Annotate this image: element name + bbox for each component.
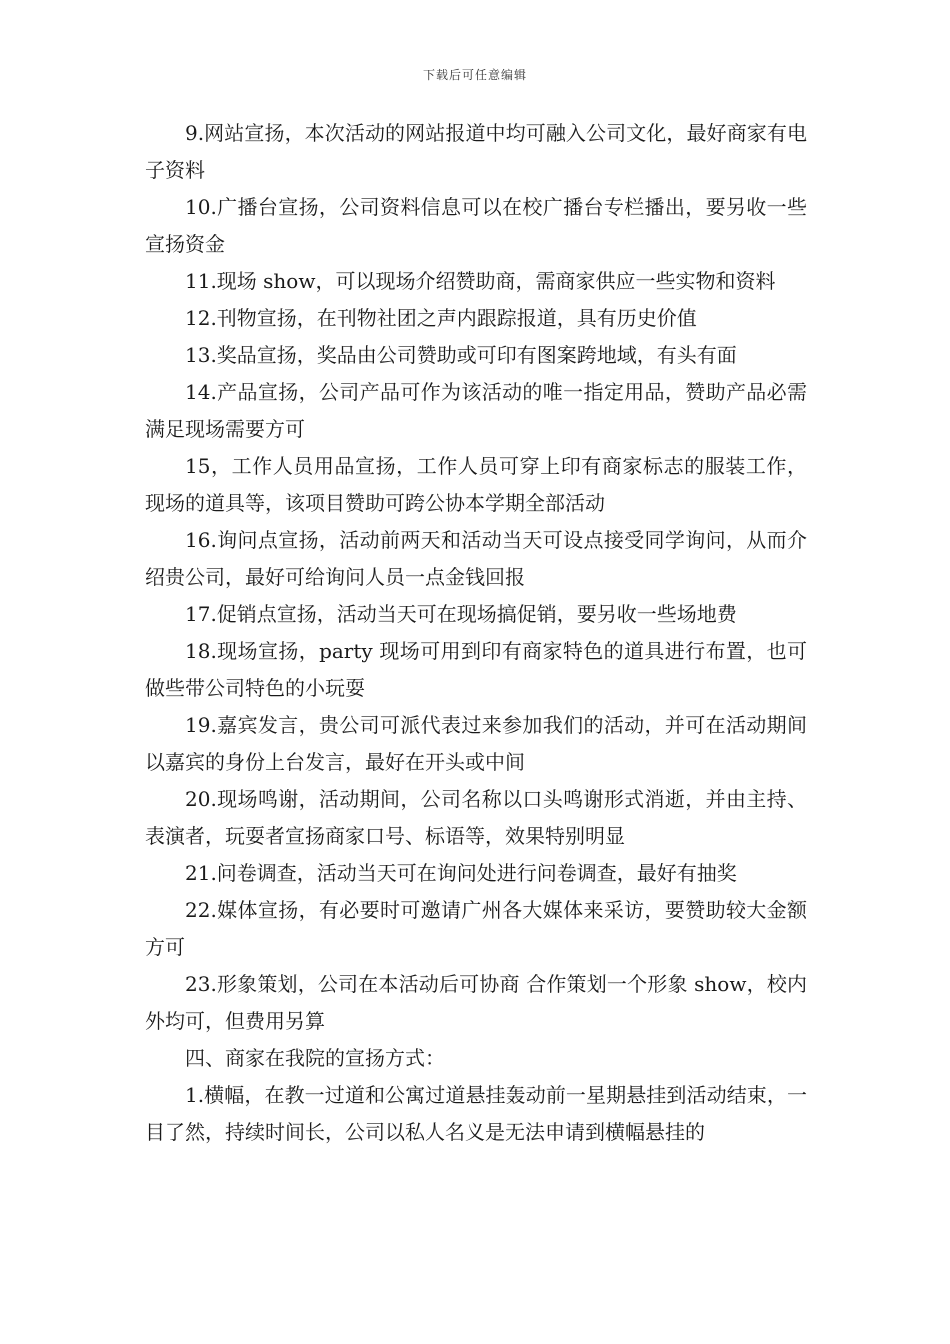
section-heading-4: 四、商家在我院的宣扬方式： — [185, 1046, 445, 1070]
paragraph-item-banner: 1.横幅，在教一过道和公寓过道悬挂轰动前一星期悬挂到活动结束，一目了然，持续时间长，公司以私人名义是无法申请到横幅悬挂的 — [145, 1083, 807, 1144]
paragraph-item-23: 23.形象策划，公司在本活动后可协商 合作策划一个形象 show，校内外均可，但费用另算 — [145, 972, 807, 1033]
paragraph-item-10: 10.广播台宣扬，公司资料信息可以在校广播台专栏播出，要另收一些宣扬资金 — [145, 195, 807, 256]
paragraph-item-12: 12.刊物宣扬，在刊物社团之声内跟踪报道，具有历史价值 — [185, 306, 697, 330]
paragraph-item-13: 13.奖品宣扬，奖品由公司赞助或可印有图案跨地域，有头有面 — [185, 343, 737, 367]
page-header-note: 下载后可任意编辑 — [422, 68, 527, 82]
document-body — [145, 115, 807, 1151]
paragraph-item-20: 20.现场鸣谢，活动期间，公司名称以口头鸣谢形式消逝，并由主持、表演者，玩耍者宣扬商家口号、标语等，效果特别明显 — [145, 787, 807, 848]
paragraph-item-21: 21.问卷调查，活动当天可在询问处进行问卷调查，最好有抽奖 — [185, 861, 737, 885]
paragraph-item-19: 19.嘉宾发言，贵公司可派代表过来参加我们的活动，并可在活动期间以嘉宾的身份上台发言，最好在开头或中间 — [145, 713, 807, 774]
paragraph-item-22: 22.媒体宣扬，有必要时可邀请广州各大媒体来采访，要赞助较大金额方可 — [145, 898, 807, 959]
paragraph-item-18: 18.现场宣扬，party 现场可用到印有商家特色的道具进行布置，也可做些带公司特色的小玩耍 — [145, 639, 807, 700]
paragraph-item-9: 9.网站宣扬，本次活动的网站报道中均可融入公司文化，最好商家有电子资料 — [145, 121, 807, 182]
paragraph-item-14: 14.产品宣扬，公司产品可作为该活动的唯一指定用品，赞助产品必需满足现场需要方可 — [145, 380, 807, 441]
paragraph-item-17: 17.促销点宣扬，活动当天可在现场搞促销，要另收一些场地费 — [185, 602, 737, 626]
paragraph-item-15: 15，工作人员用品宣扬，工作人员可穿上印有商家标志的服装工作，现场的道具等，该项目赞助可跨公协本学期全部活动 — [145, 454, 807, 515]
paragraph-item-16: 16.询问点宣扬，活动前两天和活动当天可设点接受同学询问，从而介绍贵公司，最好可给询问人员一点金钱回报 — [145, 528, 807, 589]
paragraph-item-11: 11.现场 show，可以现场介绍赞助商，需商家供应一些实物和资料 — [185, 269, 776, 293]
